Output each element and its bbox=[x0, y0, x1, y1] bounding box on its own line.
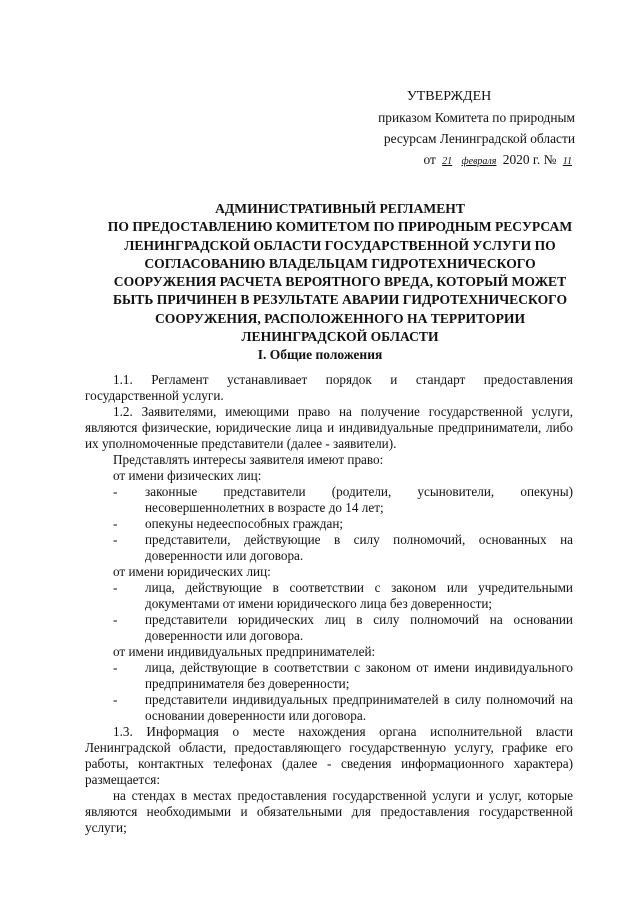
paragraph-1-3: 1.3. Информация о месте нахождения органа исполнительной власти Ленинградской области, предоставляющего государственную услугу, графике его работы, контактных телефонах (далее - сведения информационного характера) размещается: bbox=[85, 724, 573, 787]
title-line: БЫТЬ ПРИЧИНЕН В РЕЗУЛЬТАТЕ АВАРИИ ГИДРОТЕХНИЧЕСКОГО bbox=[112, 292, 568, 308]
paragraph-legal-entities: от имени юридических лиц: bbox=[113, 564, 271, 579]
title-line: ЛЕНИНГРАДСКОЙ ОБЛАСТИ bbox=[241, 329, 439, 345]
approval-line-2: ресурсам Ленинградской области bbox=[383, 131, 575, 146]
paragraph-1-1: 1.1. Регламент устанавливает порядок и стандарт предоставления государственной услуги. bbox=[85, 372, 573, 403]
approval-block bbox=[378, 86, 575, 172]
handwritten-month: февраля bbox=[461, 156, 497, 167]
list-item-text: представители индивидуальных предпринимателей в силу полномочий на основании доверенности или договора. bbox=[145, 692, 573, 723]
title-line: АДМИНИСТРАТИВНЫЙ РЕГЛАМЕНТ bbox=[215, 201, 465, 216]
list-item-text: опекуны недееспособных граждан; bbox=[145, 516, 344, 531]
handwritten-day: 21 bbox=[442, 156, 453, 167]
paragraph-1-2: 1.2. Заявителями, имеющими право на получение государственной услуги, являются физические, юридические лица и индивидуальные предприниматели, либо их уполномоченные представители (далее - заявители). bbox=[85, 404, 573, 451]
paragraph-individuals: от имени физических лиц: bbox=[113, 468, 262, 483]
title-line: СООРУЖЕНИЯ РАСЧЕТА ВЕРОЯТНОГО ВРЕДА, КОТОРЫЙ МОЖЕТ bbox=[113, 274, 567, 290]
approval-date bbox=[378, 149, 575, 172]
paragraph-stands: на стендах в местах предоставления государственной услуги и услуг, которые являются необходимыми и обязательными для предоставления государственной услуги; bbox=[85, 788, 573, 835]
list-item: - лица, действующие в соответствии с законом или учредительными документами от имени юридического лица без доверенности; bbox=[113, 580, 573, 611]
list-item-text: законные представители (родители, усыновители, опекуны) несовершеннолетних в возрасте до 14 лет; bbox=[145, 484, 573, 515]
list-item-text: лица, действующие в соответствии с законом или учредительными документами от имени юридического лица без доверенности; bbox=[145, 580, 573, 611]
document-body bbox=[85, 372, 573, 836]
paragraph-entrepreneurs: от имени индивидуальных предпринимателей: bbox=[113, 644, 376, 659]
title-line: СООРУЖЕНИЯ, РАСПОЛОЖЕННОГО НА ТЕРРИТОРИИ bbox=[154, 310, 526, 326]
list-item-text: представители, действующие в силу полномочий, основанных на доверенности или договора. bbox=[145, 532, 573, 563]
paragraph-representation: Представлять интересы заявителя имеют право: bbox=[113, 452, 384, 467]
list-item: - опекуны недееспособных граждан; bbox=[85, 516, 573, 532]
list-item-text: лица, действующие в соответствии с законом от имени индивидуального предпринимателя без доверенности; bbox=[145, 660, 573, 691]
list-item: - представители, действующие в силу полномочий, основанных на доверенности или договора. bbox=[113, 532, 573, 563]
approval-title: УТВЕРЖДЕН bbox=[406, 89, 492, 104]
list-item-text: представители юридических лиц в силу полномочий на основании доверенности или договора. bbox=[145, 612, 573, 643]
list-item: - законные представители (родители, усыновители, опекуны) несовершеннолетних в возрасте до 14 лет; bbox=[113, 484, 573, 515]
date-year: 2020 г. № bbox=[502, 152, 557, 167]
date-prefix: от bbox=[423, 152, 436, 167]
list-item: - представители индивидуальных предпринимателей в силу полномочий на основании доверенности или договора. bbox=[113, 692, 573, 723]
section-heading: I. Общие положения bbox=[257, 347, 383, 362]
handwritten-number: 11 bbox=[562, 156, 572, 167]
title-line: ЛЕНИНГРАДСКОЙ ОБЛАСТИ ГОСУДАРСТВЕННОЙ УСЛУГИ ПО bbox=[124, 237, 556, 253]
approval-line-1: приказом Комитета по природным bbox=[378, 110, 575, 125]
title-line: СОГЛАСОВАНИЮ ВЛАДЕЛЬЦАМ ГИДРОТЕХНИЧЕСКОГО bbox=[144, 255, 536, 271]
document-title bbox=[95, 200, 585, 346]
list-item: - представители юридических лиц в силу полномочий на основании доверенности или договора. bbox=[113, 612, 573, 643]
title-line: ПО ПРЕДОСТАВЛЕНИЮ КОМИТЕТОМ ПО ПРИРОДНЫМ РЕСУРСАМ bbox=[107, 219, 573, 235]
list-item: - лица, действующие в соответствии с законом от имени индивидуального предпринимателя без доверенности; bbox=[113, 660, 573, 691]
